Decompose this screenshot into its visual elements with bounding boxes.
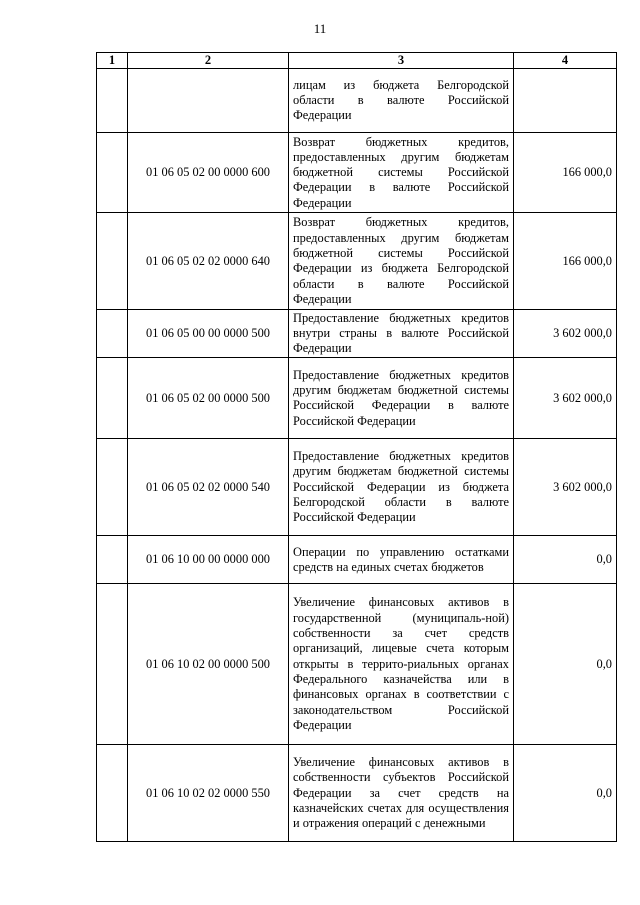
amount-cell: 166 000,0: [514, 133, 617, 213]
description-cell: Предоставление бюджетных кредитов другим бюджетам бюджетной системы Российской Федерации в валюте Российской Федерации: [289, 358, 514, 439]
table-row: [97, 536, 617, 584]
table-header-row: [97, 53, 617, 69]
table-row: [97, 133, 617, 213]
page-number: 11: [313, 21, 327, 36]
budget-code-cell: 01 06 05 02 02 0000 540: [128, 439, 289, 536]
header-col-2: 2: [128, 53, 289, 69]
description-cell: Увеличение финансовых активов в государственной (муниципаль-ной) собственности за счет средств организаций, лицевые счета которым открыты в террито-риальных органах Федерального казначейства или в финансовых органах в соответствии с законодательством Российской Федерации: [289, 584, 514, 745]
budget-code-cell: 01 06 10 00 00 0000 000: [128, 536, 289, 584]
row-index-cell: [97, 133, 128, 213]
table-row: [97, 584, 617, 745]
row-index-cell: [97, 584, 128, 745]
table-row: [97, 358, 617, 439]
row-index-cell: [97, 439, 128, 536]
row-index-cell: [97, 745, 128, 842]
header-col-3: 3: [289, 53, 514, 69]
description-cell: Операции по управлению остатками средств на единых счетах бюджетов: [289, 536, 514, 584]
budget-code-cell: 01 06 10 02 02 0000 550: [128, 745, 289, 842]
budget-code-cell: 01 06 05 02 00 0000 600: [128, 133, 289, 213]
budget-code-cell: 01 06 05 02 00 0000 500: [128, 358, 289, 439]
header-col-4: 4: [514, 53, 617, 69]
header-col-1: 1: [97, 53, 128, 69]
description-cell: Возврат бюджетных кредитов, предоставленных другим бюджетам бюджетной системы Российской Федерации из бюджета Белгородской области в валюте Российской Федерации: [289, 213, 514, 310]
row-index-cell: [97, 358, 128, 439]
table-row: [97, 439, 617, 536]
table-row: [97, 69, 617, 133]
amount-cell: 0,0: [514, 536, 617, 584]
table-row: [97, 213, 617, 310]
amount-cell: 0,0: [514, 745, 617, 842]
budget-code-cell: [128, 69, 289, 133]
row-index-cell: [97, 69, 128, 133]
row-index-cell: [97, 536, 128, 584]
row-index-cell: [97, 310, 128, 358]
description-cell: Предоставление бюджетных кредитов внутри страны в валюте Российской Федерации: [289, 310, 514, 358]
description-cell: Увеличение финансовых активов в собственности субъектов Российской Федерации за счет средств на казначейских счетах для осуществления и отражения операций с денежными: [289, 745, 514, 842]
table-row: [97, 310, 617, 358]
budget-code-cell: 01 06 10 02 00 0000 500: [128, 584, 289, 745]
amount-cell: [514, 69, 617, 133]
amount-cell: 3 602 000,0: [514, 358, 617, 439]
row-index-cell: [97, 213, 128, 310]
amount-cell: 3 602 000,0: [514, 439, 617, 536]
budget-code-cell: 01 06 05 00 00 0000 500: [128, 310, 289, 358]
table-row: [97, 745, 617, 842]
budget-table: [96, 52, 617, 842]
description-cell: Предоставление бюджетных кредитов другим бюджетам бюджетной системы Российской Федерации из бюджета Белгородской области в валюте Российской Федерации: [289, 439, 514, 536]
description-cell: Возврат бюджетных кредитов, предоставленных другим бюджетам бюджетной системы Российской Федерации в валюте Российской Федерации: [289, 133, 514, 213]
amount-cell: 0,0: [514, 584, 617, 745]
amount-cell: 166 000,0: [514, 213, 617, 310]
budget-code-cell: 01 06 05 02 02 0000 640: [128, 213, 289, 310]
amount-cell: 3 602 000,0: [514, 310, 617, 358]
description-cell: лицам из бюджета Белгородской области в валюте Российской Федерации: [289, 69, 514, 133]
